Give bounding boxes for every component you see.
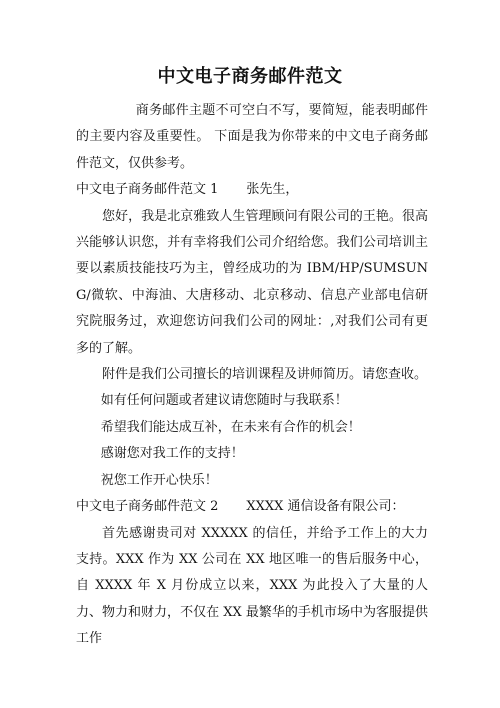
intro-paragraph: 商务邮件主题不可空白不写，要简短，能表明邮件的主要内容及重要性。 下面是我为你带来的中文电子商务邮件范文，仅供参考。 [76, 103, 428, 171]
sample1-paragraph-attachment: 附件是我们公司擅长的培训课程及讲师简历。请您查收。 [102, 367, 428, 383]
sample1-paragraph-contact: 如有任何问题或者建议请您随时与我联系！ [100, 393, 348, 409]
sample2-salutation: XXXX 通信设备有限公司： [246, 499, 405, 515]
sample1-paragraph-intro: 您好，我是北京雅致人生管理顾问有限公司的王艳。很高兴能够认识您，并有幸将我们公司介绍给您。我们公司培训主要以素质技能技巧为主，曾经成功的为 IBM/HP/SUMSUNG/微软、中海油、大唐移动、北京移动、信息产业部电信研究院服务过，欢迎您访问我们公司的网址：,对我们公司有更多的了解。 [76, 208, 428, 356]
sample1-paragraph-cooperation: 希望我们能达成互补，在未来有合作的机会！ [100, 419, 361, 435]
sample1-salutation: 张先生， [246, 182, 299, 198]
sample1-paragraph-thanks: 感谢您对我工作的支持！ [100, 446, 244, 462]
sample1-heading: 中文电子商务邮件范文 1 [76, 182, 219, 198]
sample1-paragraph-wishes: 祝您工作开心快乐！ [100, 472, 218, 488]
sample1-heading-line [76, 177, 428, 203]
sample2-heading-line [76, 494, 428, 520]
document-body [76, 98, 428, 653]
sample2-paragraph-intro: 首先感谢贵司对 XXXXX 的信任，并给予工作上的大力支持。XXX 作为 XX 公司在 XX 地区唯一的售后服务中心，自 XXXX 年 X 月份成立以来，XXX 为此投入了大量的人力、物力和财力，不仅在 XX 最繁华的手机市场中为客服提供工作 [76, 525, 428, 647]
sample2-heading: 中文电子商务邮件范文 2 [76, 499, 219, 515]
document-title: 中文电子商务邮件范文 [157, 66, 343, 87]
